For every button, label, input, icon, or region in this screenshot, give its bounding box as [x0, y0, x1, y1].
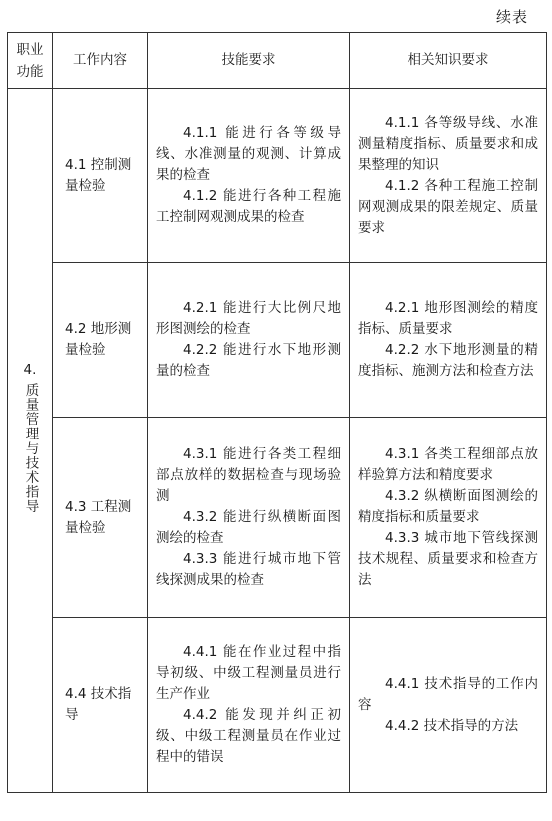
skill-item: 4.2.1 能进行大比例尺地形图测绘的检查 [156, 300, 341, 337]
skill-cell [148, 89, 350, 263]
function-number: 4. [23, 362, 37, 379]
table-row [8, 618, 547, 793]
knowledge-cell [350, 618, 547, 793]
skill-item: 4.2.2 能进行水下地形测量的检查 [156, 342, 341, 379]
skill-cell [148, 418, 350, 618]
table-row [8, 418, 547, 618]
skill-item: 4.4.1 能在作业过程中指导初级、中级工程测量员进行生产作业 [156, 644, 341, 702]
knowledge-item: 4.3.2 纵横断面图测绘的精度指标和质量要求 [358, 488, 538, 525]
header-row [8, 33, 547, 89]
skill-standard-table [7, 32, 547, 793]
header-function [8, 33, 53, 89]
knowledge-item: 4.3.1 各类工程细部点放样验算方法和精度要求 [358, 446, 538, 483]
skill-item: 4.1.1 能进行各等级导线、水准测量的观测、计算成果的检查 [156, 125, 341, 183]
knowledge-item: 4.3.3 城市地下管线探测技术规程、质量要求和检查方法 [358, 530, 538, 588]
skill-item: 4.3.3 能进行城市地下管线探测成果的检查 [156, 551, 341, 588]
knowledge-cell [350, 418, 547, 618]
table-row [8, 263, 547, 418]
function-name: 质量管理与技术指导 [22, 383, 39, 514]
skill-item: 4.1.2 能进行各种工程施工控制网观测成果的检查 [156, 188, 341, 225]
function-cell [8, 89, 53, 793]
knowledge-cell [350, 89, 547, 263]
knowledge-item: 4.4.2 技术指导的方法 [385, 717, 519, 734]
knowledge-item: 4.1.2 各种工程施工控制网观测成果的限差规定、质量要求 [358, 177, 538, 236]
work-content-cell: 4.1 控制测量检验 [53, 89, 148, 263]
header-work-content: 工作内容 [53, 33, 148, 89]
skill-item: 4.3.1 能进行各类工程细部点放样的数据检查与现场验测 [156, 446, 341, 504]
skill-cell [148, 263, 350, 418]
skill-item: 4.3.2 能进行纵横断面图测绘的检查 [156, 509, 341, 546]
header-skill-requirements: 技能要求 [148, 33, 350, 89]
knowledge-item: 4.2.1 地形图测绘的精度指标、质量要求 [358, 300, 538, 337]
continuation-label: 续表 [495, 8, 528, 26]
work-content-cell: 4.2 地形测量检验 [53, 263, 148, 418]
header-knowledge-requirements: 相关知识要求 [350, 33, 547, 89]
header-function-text: 职业功能 [16, 41, 44, 80]
knowledge-cell [350, 263, 547, 418]
skill-item: 4.4.2 能发现并纠正初级、中级工程测量员在作业过程中的错误 [156, 707, 341, 765]
work-content-cell: 4.4 技术指导 [53, 618, 148, 793]
knowledge-item: 4.2.2 水下地形测量的精度指标、施测方法和检查方法 [358, 342, 538, 379]
table-row [8, 89, 547, 263]
knowledge-item: 4.4.1 技术指导的工作内容 [358, 675, 538, 713]
work-content-cell: 4.3 工程测量检验 [53, 418, 148, 618]
skill-cell [148, 618, 350, 793]
knowledge-item: 4.1.1 各等级导线、水准测量精度指标、质量要求和成果整理的知识 [358, 114, 538, 173]
